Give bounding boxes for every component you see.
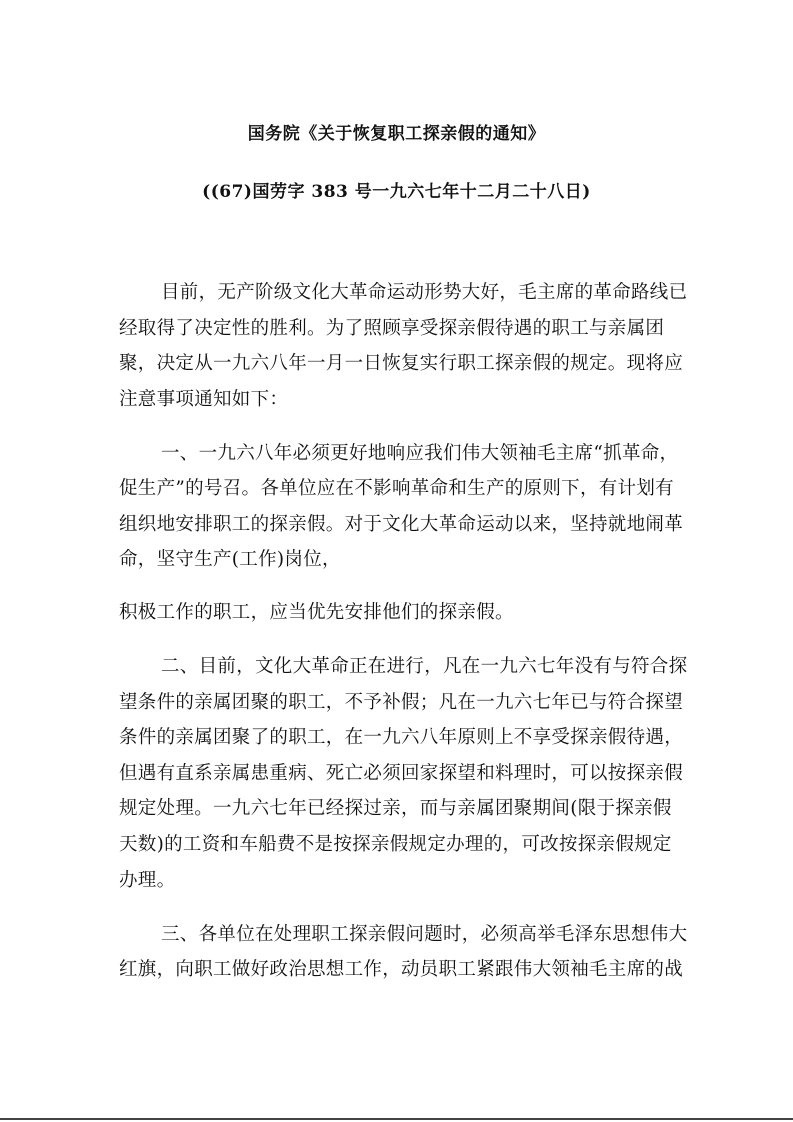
document-subtitle: ((67)国劳字 383 号一九六七年十二月二十八日) [202, 182, 591, 202]
body-line: 办理。 [119, 870, 176, 891]
body-line: 组织地安排职工的探亲假。对于文化大革命运动以来，坚持就地闹革 [119, 514, 684, 535]
body-line: 促生产”的号召。各单位应在不影响革命和生产的原则下，有计划有 [119, 478, 674, 499]
document-title: 国务院《关于恢复职工探亲假的通知》 [247, 124, 546, 144]
body-line: 规定处理。一九六七年已经探过亲，而与亲属团聚期间(限于探亲假 [119, 798, 672, 819]
body-line: 目前，无产阶级文化大革命运动形势大好，毛主席的革命路线已 [161, 282, 688, 303]
body-line: 红旗，向职工做好政治思想工作，动员职工紧跟伟大领袖毛主席的战 [119, 959, 684, 980]
body-line: 望条件的亲属团聚的职工，不予补假；凡在一九六七年已与符合探望 [119, 692, 684, 713]
body-line: 聚，决定从一九六八年一月一日恢复实行职工探亲假的规定。现将应 [119, 353, 684, 374]
body-line: 积极工作的职工，应当优先安排他们的探亲假。 [119, 602, 514, 623]
body-line: 天数)的工资和车船费不是按探亲假规定办理的，可改按探亲假规定 [119, 834, 672, 855]
body-line: 经取得了决定性的胜利。为了照顾享受探亲假待遇的职工与亲属团 [119, 318, 665, 339]
body-line: 三、各单位在处理职工探亲假问题时，必须高举毛泽东思想伟大 [161, 924, 688, 945]
body-line: 但遇有直系亲属患重病、死亡必须回家探望和料理时，可以按探亲假 [119, 763, 684, 784]
body-line: 一、一九六八年必须更好地响应我们伟大领袖毛主席“抓革命， [161, 443, 679, 464]
body-line: 注意事项通知如下： [119, 389, 289, 410]
body-line: 二、目前，文化大革命正在进行，凡在一九六七年没有与符合探 [161, 656, 688, 677]
body-line: 命，坚守生产(工作)岗位， [119, 549, 341, 570]
page-bottom-rule [0, 1118, 793, 1120]
body-line: 条件的亲属团聚了的职工，在一九六八年原则上不享受探亲假待遇， [119, 727, 684, 748]
